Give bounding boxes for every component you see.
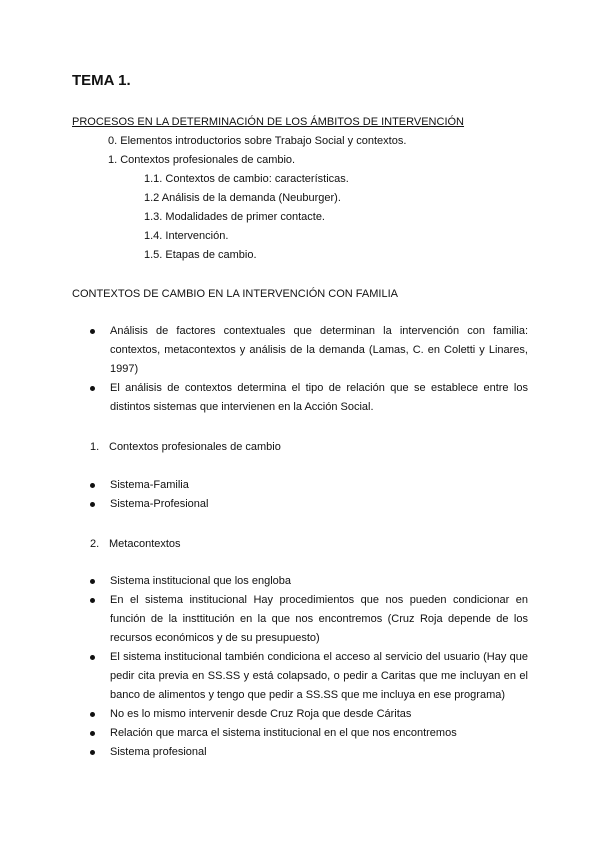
list-item: El análisis de contextos determina el tipo de relación que se establece entre los distintos sistemas que intervienen en la Acción Social.: [72, 379, 528, 417]
toc-item-1: 1. Contextos profesionales de cambio.: [108, 154, 296, 166]
bullet-icon: [90, 386, 95, 391]
bullet-icon: [90, 483, 95, 488]
intro-bullet-list: [72, 322, 528, 417]
bullet-icon: [90, 750, 95, 755]
numbered-heading-number: 1.: [90, 441, 100, 453]
section-heading-procesos: PROCESOS EN LA DETERMINACIÓN DE LOS ÁMBITOS DE INTERVENCIÓN: [72, 116, 465, 128]
section-heading-contextos: CONTEXTOS DE CAMBIO EN LA INTERVENCIÓN CON FAMILIA: [72, 288, 398, 300]
list-item: Sistema-Profesional: [72, 495, 528, 514]
list-item: Sistema-Familia: [72, 476, 528, 495]
toc-item-1-3: 1.3. Modalidades de primer contacte.: [144, 211, 325, 223]
bullet-icon: [90, 712, 95, 717]
list-item: Relación que marca el sistema institucional en el que nos encontremos: [72, 724, 528, 743]
toc-item-0: 0. Elementos introductorios sobre Trabajo Social y contextos.: [108, 135, 407, 147]
numbered-heading-label: Contextos profesionales de cambio: [109, 441, 281, 453]
bullet-icon: [90, 579, 95, 584]
toc-item-1-1: 1.1. Contextos de cambio: características.: [144, 173, 349, 185]
toc-item-1-5: 1.5. Etapas de cambio.: [144, 249, 257, 261]
toc-item-1-2: 1.2 Análisis de la demanda (Neuburger).: [144, 192, 341, 204]
list-item: Sistema profesional: [72, 743, 528, 762]
numbered-heading-1: [90, 438, 281, 457]
list-item: No es lo mismo intervenir desde Cruz Roja que desde Cáritas: [72, 705, 528, 724]
point2-bullet-list: [72, 572, 528, 762]
list-item: En el sistema institucional Hay procedimientos que nos pueden condicionar en función de la insttitución en la que nos encontremos (Cruz Roja depende de los recursos económicos y de su presupuesto): [72, 591, 528, 648]
bullet-icon: [90, 655, 95, 660]
bullet-icon: [90, 329, 95, 334]
point1-bullet-list: [72, 476, 528, 514]
document-title: TEMA 1.: [72, 72, 131, 89]
list-item: El sistema institucional también condiciona el acceso al servicio del usuario (Hay que pedir cita previa en SS.SS y está colapsado, o pedir a Caritas que me incluyan en el banco de alimentos y tengo que pedir a SS.SS que me incluya en ese programa): [72, 648, 528, 705]
bullet-icon: [90, 598, 95, 603]
list-item: Análisis de factores contextuales que determinan la intervención con familia: contextos, metacontextos y análisis de la demanda (Lamas, C. en Coletti y Linares, 1997): [72, 322, 528, 379]
list-item: Sistema institucional que los engloba: [72, 572, 528, 591]
numbered-heading-number: 2.: [90, 538, 100, 550]
numbered-heading-label: Metacontextos: [109, 538, 181, 550]
bullet-icon: [90, 731, 95, 736]
toc-item-1-4: 1.4. Intervención.: [144, 230, 229, 242]
numbered-heading-2: [90, 535, 181, 554]
bullet-icon: [90, 502, 95, 507]
